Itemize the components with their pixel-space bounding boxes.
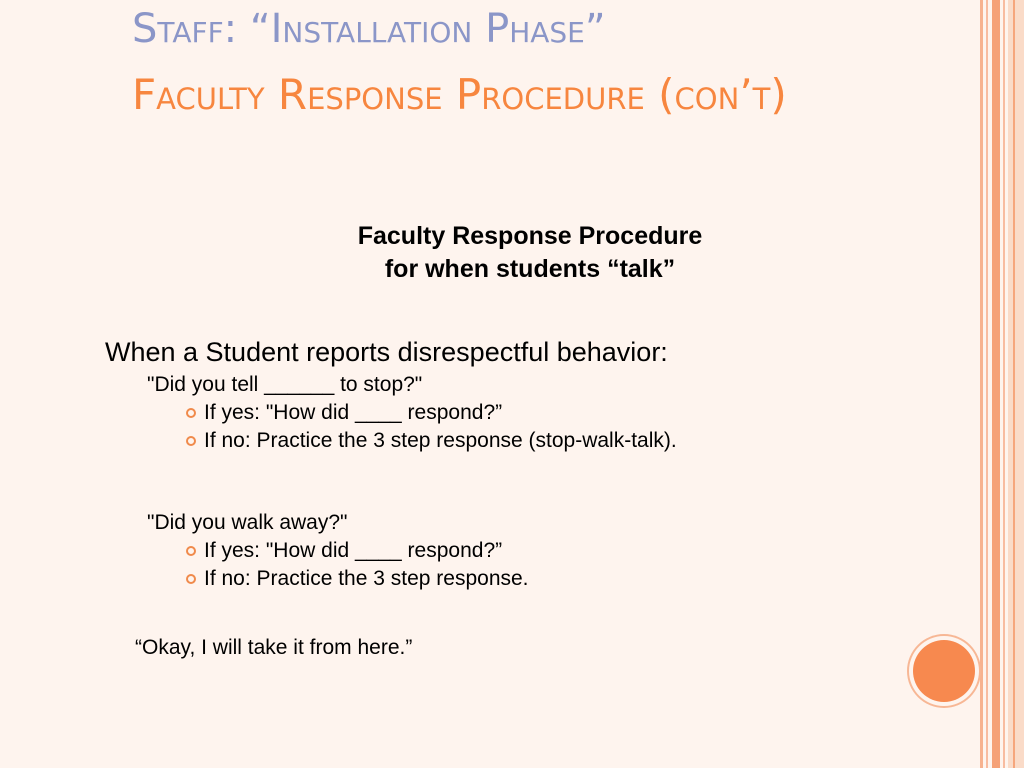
- stripe: [1013, 0, 1015, 768]
- stripe: [986, 0, 988, 768]
- lead-text: When a Student reports disrespectful behavior:: [105, 337, 668, 367]
- slide-title-line2: Faculty Response Procedure (con’t): [132, 70, 787, 119]
- bullet-circle-icon: [186, 436, 196, 446]
- stripe: [1003, 0, 1005, 768]
- bullet-text: If yes: "How did ____ respond?”: [204, 539, 503, 562]
- content-heading: [260, 220, 800, 286]
- closing-quote: “Okay, I will take it from here.”: [135, 636, 413, 659]
- question-1: "Did you tell ______ to stop?": [147, 373, 423, 396]
- bullet-text: If yes: "How did ____ respond?”: [204, 401, 503, 424]
- stripe: [1008, 0, 1024, 768]
- bullet-item: [186, 401, 502, 425]
- decorative-circle: [913, 640, 975, 702]
- heading-line1: Faculty Response Procedure: [357, 222, 703, 250]
- bullet-circle-icon: [186, 574, 196, 584]
- bullet-item: [186, 539, 502, 563]
- right-edge-stripes: [980, 0, 1024, 768]
- bullet-text: If no: Practice the 3 step response (stop-walk-talk).: [204, 429, 677, 452]
- bullet-text: If no: Practice the 3 step response.: [204, 567, 529, 590]
- stripe: [980, 0, 983, 768]
- bullet-circle-icon: [186, 546, 196, 556]
- bullet-item: [186, 429, 677, 453]
- slide-title-line1: Staff: “Installation Phase”: [132, 6, 606, 52]
- bullet-circle-icon: [186, 408, 196, 418]
- stripe: [992, 0, 1000, 768]
- question-2: "Did you walk away?": [147, 511, 348, 534]
- bullet-item: [186, 567, 529, 591]
- heading-line2: for when students “talk”: [384, 255, 676, 283]
